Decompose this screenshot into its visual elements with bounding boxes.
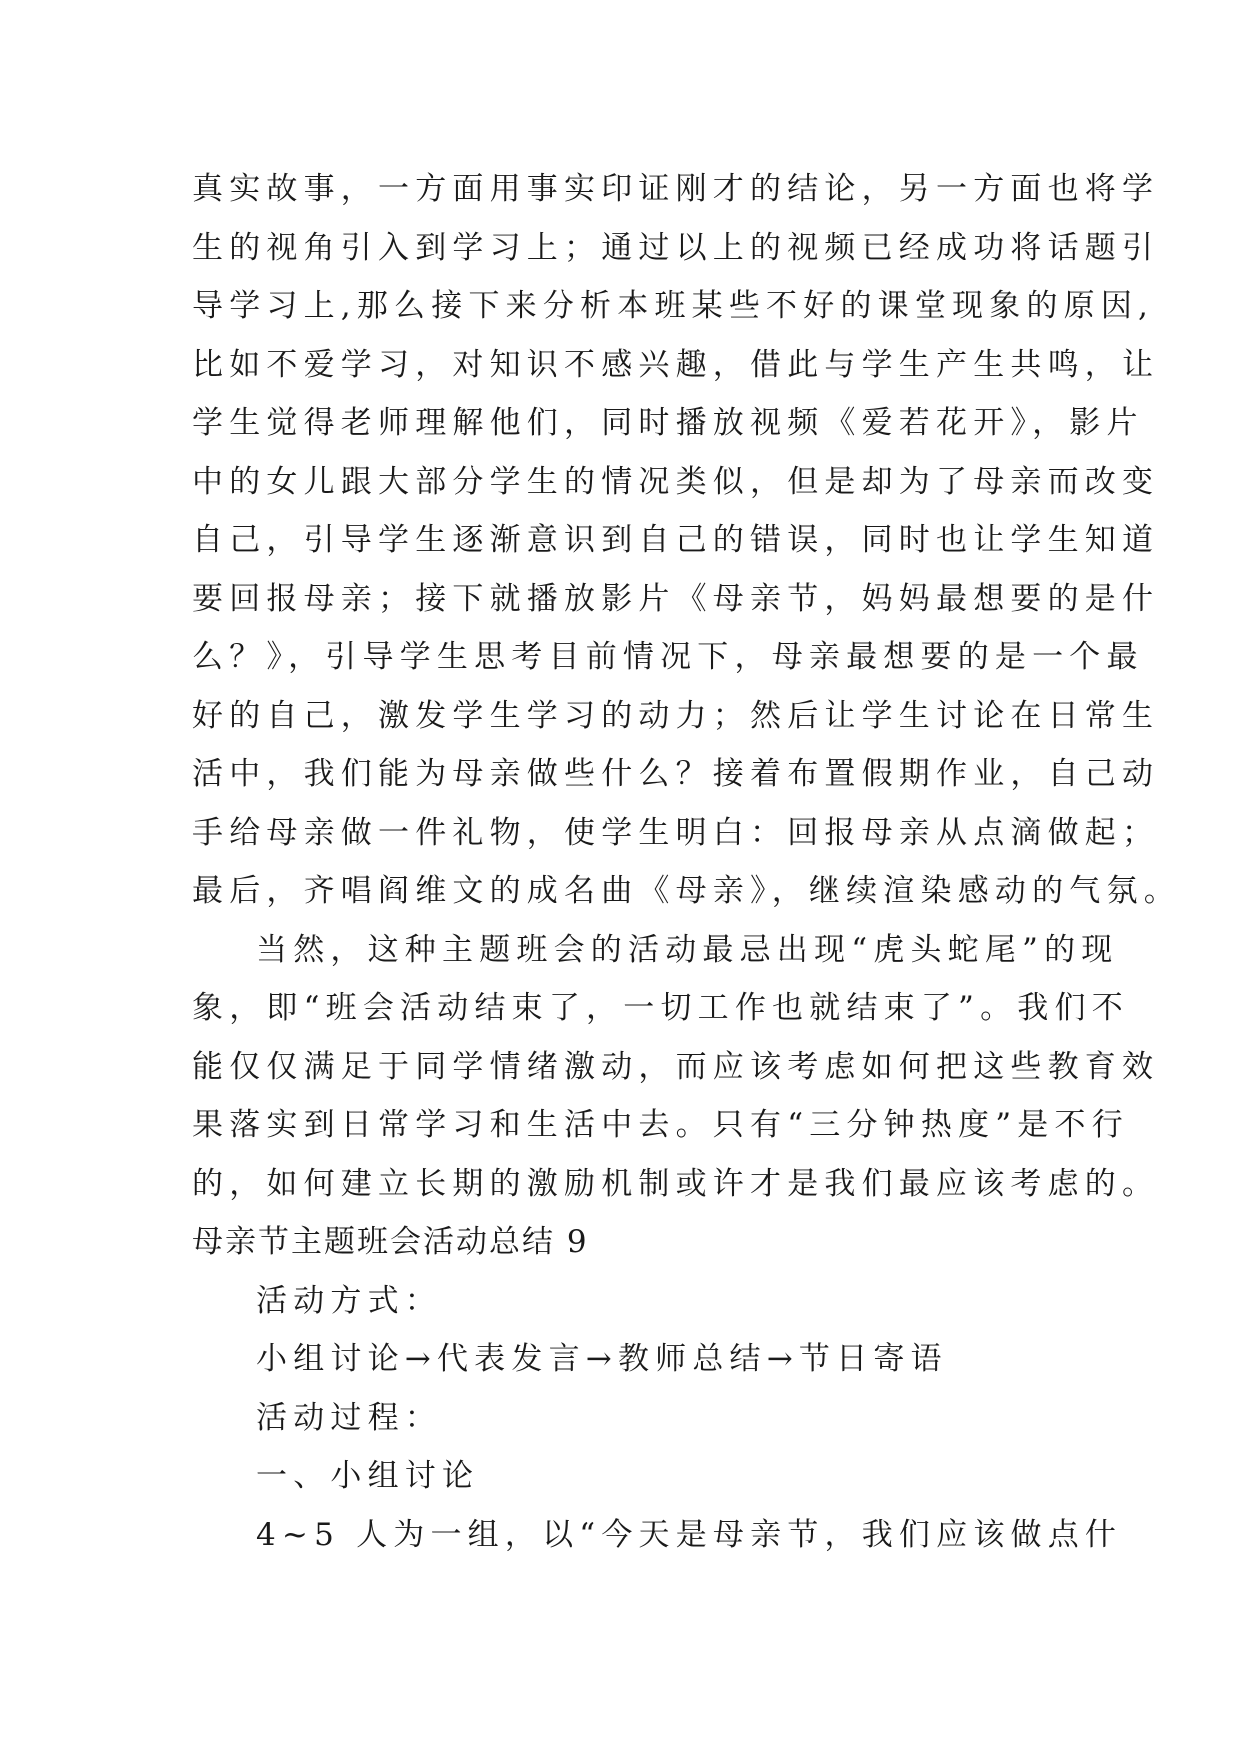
paragraph-line: 导学习上,那么接下来分析本班某些不好的课堂现象的原因, [192,288,1155,324]
paragraph-line: 能仅仅满足于同学情绪激动，而应该考虑如何把这些教育效 [192,1048,1160,1085]
subheading-activity-process: 活动过程： [256,1399,442,1436]
paragraph-line: 自己，引导学生逐渐意识到自己的错误，同时也让学生知道 [192,522,1160,558]
paragraph-line: 象，即“班会活动结束了，一切工作也就结束了”。我们不 [192,990,1129,1026]
paragraph-line: 好的自己，激发学生学习的动力；然后让学生讨论在日常生 [192,697,1160,734]
paragraph-line: 手给母亲做一件礼物，使学生明白：回报母亲从点滴做起； [192,814,1160,851]
paragraph-line: 最后，齐唱阎维文的成名曲《母亲》，继续渲染感动的气氛。 [192,873,1181,909]
paragraph-line: 果落实到日常学习和生活中去。只有“三分钟热度”是不行 [192,1107,1129,1143]
paragraph-line: 的，如何建立长期的激励机制或许才是我们最应该考虑的。 [192,1165,1160,1202]
subheading-activity-method: 活动方式： [256,1282,442,1319]
document-body [192,160,1181,1564]
paragraph-line: 真实故事，一方面用事实印证刚才的结论，另一方面也将学 [192,171,1160,207]
paragraph-line: 比如不爱学习，对知识不感兴趣，借此与学生产生共鸣，让 [192,346,1160,383]
paragraph-line: 当然，这种主题班会的活动最忌出现“虎头蛇尾”的现 [256,931,1119,968]
paragraph-line: 中的女儿跟大部分学生的情况类似，但是却为了母亲而改变 [192,463,1160,500]
section-heading: 母亲节主题班会活动总结 9 [192,1224,589,1260]
subheading-group-discussion: 一、小组讨论 [256,1458,480,1494]
paragraph-line: 学生觉得老师理解他们，同时播放视频《爱若花开》，影片 [192,405,1144,441]
paragraph-line: 么？》，引导学生思考目前情况下，母亲最想要的是一个最 [192,639,1144,675]
paragraph-line: 生的视角引入到学习上；通过以上的视频已经成功将话题引 [192,229,1160,266]
paragraph-line: 要回报母亲；接下就播放影片《母亲节，妈妈最想要的是什 [192,580,1160,617]
paragraph-line: 活中，我们能为母亲做些什么？接着布置假期作业，自己动 [192,756,1160,792]
paragraph-line: 4~5 人为一组，以“今天是母亲节，我们应该做点什 [256,1516,1123,1553]
activity-flow-line: 小组讨论→代表发言→教师总结→节日寄语 [256,1341,948,1377]
